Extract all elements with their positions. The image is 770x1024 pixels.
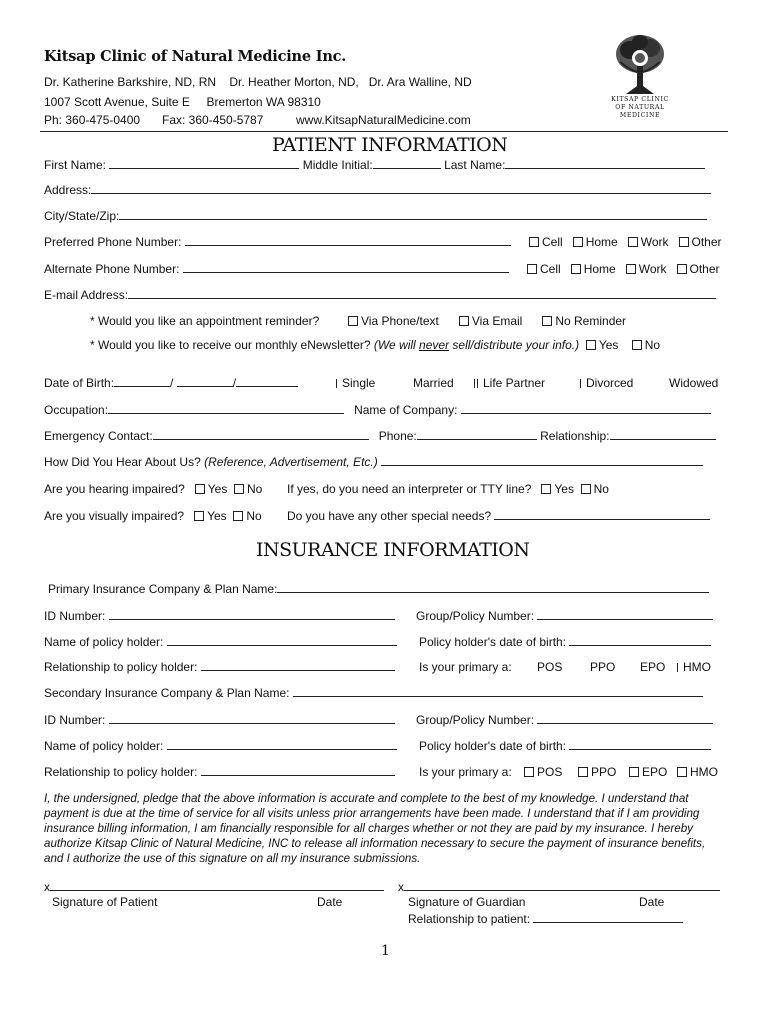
primary-group-field[interactable] — [537, 609, 713, 620]
marital-married — [413, 376, 454, 390]
middle-initial-label: Middle Initial: — [302, 158, 373, 172]
guardian-date-label: Date — [639, 895, 665, 909]
patient-section-title: PATIENT INFORMATION — [272, 134, 508, 156]
option-email: Via Email — [471, 314, 523, 328]
option-cell: Cell — [542, 235, 563, 249]
checkbox[interactable] — [474, 379, 475, 388]
occupation-label: Occupation: — [44, 403, 109, 417]
address-row — [44, 183, 711, 197]
emergency-label: Emergency Contact: — [44, 429, 153, 443]
secondary-insurance-field[interactable] — [293, 686, 703, 697]
logo-caption — [598, 96, 682, 120]
preferred-phone-row — [44, 235, 511, 249]
email-field[interactable] — [128, 288, 716, 299]
secondary-plan-pos[interactable] — [524, 765, 562, 779]
emergency-phone-label: Phone: — [378, 429, 417, 443]
option-home: Home — [583, 262, 616, 276]
clinic-phone: Ph: 360-475-0400 — [44, 113, 141, 127]
secondary-holder-dob-field[interactable] — [569, 739, 711, 750]
checkbox[interactable] — [542, 316, 552, 326]
checkbox[interactable] — [234, 484, 244, 494]
first-name-field[interactable] — [109, 158, 299, 169]
checkbox[interactable] — [194, 511, 204, 521]
company-label: Name of Company: — [354, 403, 458, 417]
marital-married-label: Married — [413, 376, 454, 390]
patient-signature-label: Signature of Patient — [52, 895, 158, 909]
secondary-plan-epo[interactable] — [629, 765, 667, 779]
last-name-field[interactable] — [505, 158, 705, 169]
option-no: No — [644, 338, 661, 352]
checkbox[interactable] — [571, 264, 581, 274]
checkbox[interactable] — [628, 237, 638, 247]
secondary-plan-epo-label: EPO — [642, 765, 668, 779]
patient-signature-row — [44, 880, 384, 894]
checkbox[interactable] — [529, 237, 539, 247]
option-no-reminder: No Reminder — [555, 314, 627, 328]
dob-slash: / — [170, 376, 174, 390]
marital-life-partner-label: Life Partner — [483, 376, 546, 390]
emergency-row — [44, 429, 716, 443]
special-needs-row — [287, 509, 710, 523]
secondary-plan-hmo-label: HMO — [690, 765, 718, 779]
tree-logo-icon — [600, 32, 680, 96]
newsletter-question: * Would you like to receive our monthly eNewsletter? — [90, 338, 371, 352]
primary-plan-hmo[interactable] — [677, 660, 711, 674]
secondary-id-field[interactable] — [109, 713, 395, 724]
checkbox[interactable] — [233, 511, 243, 521]
secondary-holder-dob-row — [419, 739, 711, 753]
alternate-phone-row — [44, 262, 509, 276]
marital-divorced — [580, 376, 633, 390]
primary-plan-ppo[interactable]: PPO — [590, 660, 616, 674]
checkbox[interactable] — [336, 379, 337, 388]
dob-day-field[interactable] — [177, 376, 233, 387]
occupation-row — [44, 403, 711, 417]
primary-insurance-field[interactable] — [277, 582, 709, 593]
checkbox[interactable] — [679, 237, 689, 247]
marital-widowed-label: Widowed — [669, 376, 719, 390]
city-field[interactable] — [119, 209, 707, 220]
primary-plan-hmo-label: HMO — [683, 660, 711, 674]
secondary-relationship-row — [44, 765, 395, 779]
address-label: Address: — [44, 183, 92, 197]
option-other: Other — [689, 262, 720, 276]
option-no: No — [246, 509, 262, 523]
relationship-label: Relationship to policy holder: — [44, 660, 198, 674]
email-label: E-mail Address: — [44, 288, 129, 302]
emergency-relationship-field[interactable] — [610, 429, 716, 440]
secondary-relationship-field[interactable] — [201, 765, 395, 776]
secondary-plan-pos-label: POS — [537, 765, 563, 779]
marital-life-partner — [474, 376, 545, 390]
secondary-insurance-label: Secondary Insurance Company & Plan Name: — [44, 686, 290, 700]
reminder-row — [90, 314, 319, 328]
secondary-id-row — [44, 713, 395, 727]
primary-holder-dob-field[interactable] — [569, 635, 711, 646]
secondary-plan-ppo-label: PPO — [591, 765, 617, 779]
id-label: ID Number: — [44, 609, 106, 623]
preferred-phone-options — [529, 235, 722, 249]
hear-about-note: (Reference, Advertisement, Etc.) — [204, 455, 378, 469]
address-field[interactable] — [91, 183, 711, 194]
emergency-relationship-label: Relationship: — [540, 429, 610, 443]
newsletter-note-b: sell/distribute your info.) — [449, 338, 580, 352]
option-yes: Yes — [554, 482, 574, 496]
option-no: No — [593, 482, 609, 496]
primary-relationship-field[interactable] — [201, 660, 395, 671]
checkbox[interactable] — [632, 340, 642, 350]
primary-insurance-row — [48, 582, 709, 596]
option-work: Work — [640, 235, 669, 249]
hear-about-row — [44, 455, 703, 469]
primary-plan-pos[interactable]: POS — [537, 660, 563, 674]
id-label: ID Number: — [44, 713, 106, 727]
secondary-group-row — [416, 713, 713, 727]
group-label: Group/Policy Number: — [416, 609, 535, 623]
primary-plan-epo[interactable]: EPO — [640, 660, 666, 674]
checkbox[interactable] — [573, 237, 583, 247]
secondary-plan-ppo[interactable] — [578, 765, 616, 779]
checkbox[interactable] — [581, 484, 591, 494]
group-label: Group/Policy Number: — [416, 713, 535, 727]
hearing-row — [44, 482, 262, 496]
reminder-options — [348, 314, 626, 328]
dob-year-field[interactable] — [236, 376, 298, 387]
hearing-label: Are you hearing impaired? — [44, 482, 185, 496]
primary-id-row — [44, 609, 395, 623]
signature-x: x — [44, 880, 50, 894]
clinic-name: Kitsap Clinic of Natural Medicine Inc. — [44, 48, 347, 65]
alternate-phone-options — [527, 262, 720, 276]
hear-about-label: How Did You Hear About Us? — [44, 455, 201, 469]
option-cell: Cell — [540, 262, 561, 276]
primary-holder-row — [44, 635, 397, 649]
checkbox[interactable] — [677, 264, 687, 274]
page-number: 1 — [381, 943, 390, 959]
secondary-group-field[interactable] — [537, 713, 713, 724]
hear-about-field[interactable] — [381, 455, 703, 466]
secondary-plan-hmo[interactable] — [677, 765, 718, 779]
emergency-phone-field[interactable] — [417, 429, 537, 440]
insurance-section-title: INSURANCE INFORMATION — [256, 539, 530, 561]
checkbox[interactable] — [677, 767, 687, 777]
secondary-plan-type-label: Is your primary a: — [419, 765, 512, 779]
last-name-label: Last Name: — [444, 158, 506, 172]
option-phone-text: Via Phone/text — [361, 314, 439, 328]
emergency-field[interactable] — [153, 429, 369, 440]
marital-single-label: Single — [342, 376, 376, 390]
option-yes: Yes — [598, 338, 619, 352]
checkbox[interactable] — [459, 316, 469, 326]
doctors-line: Dr. Katherine Barkshire, ND, RN Dr. Heather Morton, ND, Dr. Ara Walline, ND — [44, 75, 472, 89]
patient-signature-field[interactable] — [50, 880, 384, 891]
holder-dob-label: Policy holder's date of birth: — [419, 739, 567, 753]
occupation-field[interactable] — [108, 403, 344, 414]
primary-id-field[interactable] — [109, 609, 395, 620]
holder-label: Name of policy holder: — [44, 739, 164, 753]
secondary-holder-field[interactable] — [167, 739, 397, 750]
option-yes: Yes — [207, 482, 228, 496]
alternate-phone-field[interactable] — [183, 262, 509, 273]
email-row — [44, 288, 716, 302]
checkbox[interactable] — [580, 379, 581, 388]
clinic-address: 1007 Scott Avenue, Suite E Bremerton WA 98310 — [44, 95, 321, 109]
dob-row — [44, 376, 298, 390]
primary-group-row — [416, 609, 713, 623]
visual-label: Are you visually impaired? — [44, 509, 185, 523]
newsletter-row — [90, 338, 660, 352]
header-divider — [40, 131, 728, 132]
clinic-website: www.KitsapNaturalMedicine.com — [296, 113, 471, 127]
checkbox[interactable] — [195, 484, 205, 494]
checkbox[interactable] — [629, 767, 639, 777]
middle-initial-field[interactable] — [373, 158, 441, 169]
clinic-fax: Fax: 360-450-5787 — [162, 113, 264, 127]
dob-month-field[interactable] — [114, 376, 170, 387]
guardian-signature-row — [398, 880, 720, 894]
relationship-to-patient-label: Relationship to patient: — [408, 912, 531, 926]
newsletter-note — [374, 338, 579, 352]
guardian-signature-label: Signature of Guardian — [408, 895, 526, 909]
primary-plan-type-label: Is your primary a: — [419, 660, 512, 674]
first-name-row — [44, 158, 705, 172]
signature-x: x — [398, 880, 404, 894]
holder-dob-label: Policy holder's date of birth: — [419, 635, 567, 649]
relationship-to-patient-field[interactable] — [533, 912, 683, 923]
city-label: City/State/Zip: — [44, 209, 120, 223]
checkbox[interactable] — [586, 340, 596, 350]
logo-caption-line2: OF NATURAL MEDICINE — [615, 104, 665, 119]
interpreter-row — [287, 482, 609, 496]
special-needs-field[interactable] — [494, 509, 710, 520]
guardian-signature-field[interactable] — [404, 880, 720, 891]
option-yes: Yes — [207, 509, 227, 523]
patient-date-label: Date — [317, 895, 343, 909]
preferred-phone-field[interactable] — [185, 235, 511, 246]
marital-divorced-label: Divorced — [586, 376, 634, 390]
visual-row — [44, 509, 262, 523]
newsletter-note-never: never — [419, 338, 450, 352]
checkbox[interactable] — [348, 316, 358, 326]
option-no: No — [247, 482, 263, 496]
city-row — [44, 209, 707, 223]
checkbox[interactable] — [527, 264, 537, 274]
checkbox[interactable] — [626, 264, 636, 274]
primary-relationship-row — [44, 660, 395, 674]
relationship-label: Relationship to policy holder: — [44, 765, 198, 779]
dob-label: Date of Birth: — [44, 376, 115, 390]
first-name-label: First Name: — [44, 158, 107, 172]
dob-slash: / — [232, 376, 237, 390]
marital-single — [336, 376, 375, 390]
checkbox[interactable] — [578, 767, 588, 777]
primary-holder-field[interactable] — [167, 635, 397, 646]
alternate-phone-label: Alternate Phone Number: — [44, 262, 180, 276]
preferred-phone-label: Preferred Phone Number: — [44, 235, 182, 249]
pledge-text: I, the undersigned, pledge that the above information is accurate and complete to the best of my knowledge. I understand that payment is due at the time of service for all visits unless prior arrangements have been made. I understand that if I am providing insurance billing information, I am financially responsible for all charges whether or not they are paid by my insurance. I hereby authorize Kitsap Clinic of Natural Medicine, INC to release all information necessary to secure the payment of insurance benefits, and I authorize the use of this signature on all my insurance submissions. — [44, 792, 706, 865]
logo-caption-line1: KITSAP CLINIC — [611, 96, 669, 103]
relationship-to-patient-row — [408, 912, 683, 926]
holder-label: Name of policy holder: — [44, 635, 164, 649]
checkbox[interactable] — [524, 767, 534, 777]
reminder-question: * Would you like an appointment reminder? — [90, 314, 320, 328]
marital-widowed — [669, 376, 718, 390]
secondary-insurance-row — [44, 686, 703, 700]
secondary-holder-row — [44, 739, 397, 753]
interpreter-label: If yes, do you need an interpreter or TTY line? — [287, 482, 532, 496]
checkbox[interactable] — [677, 663, 678, 672]
company-field[interactable] — [461, 403, 711, 414]
option-work: Work — [638, 262, 667, 276]
option-other: Other — [691, 235, 722, 249]
primary-holder-dob-row — [419, 635, 711, 649]
primary-insurance-label: Primary Insurance Company & Plan Name: — [48, 582, 278, 596]
checkbox[interactable] — [477, 379, 478, 388]
newsletter-note-a: (We will — [373, 338, 420, 352]
checkbox[interactable] — [541, 484, 551, 494]
special-needs-label: Do you have any other special needs? — [287, 509, 492, 523]
option-home: Home — [585, 235, 618, 249]
